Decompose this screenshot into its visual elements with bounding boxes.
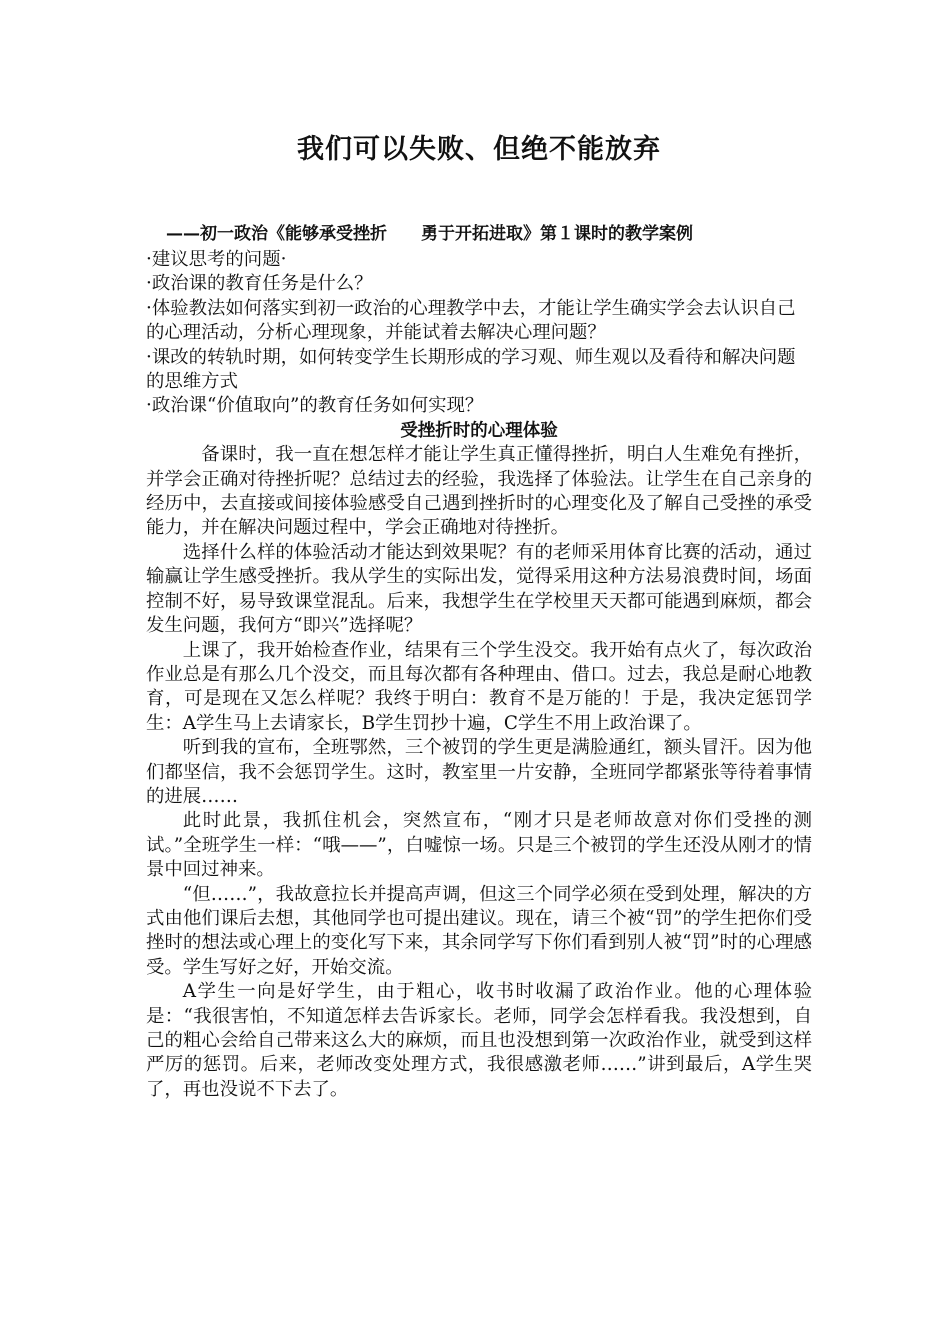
question-item: ·课改的转轨时期，如何转变学生长期形成的学习观、师生观以及看待和解决问题的思维方式 <box>146 346 796 393</box>
document-body <box>146 128 812 1102</box>
question-item: ·政治课的教育任务是什么？ <box>146 273 373 295</box>
question-item: ·政治课“价值取向”的教育任务如何实现？ <box>146 395 484 417</box>
body-paragraph: 上课了，我开始检查作业，结果有三个学生没交。我开始有点火了，每次政治作业总是有那么几个没交，而且每次都有各种理由、借口。过去，我总是耐心地教育，可是现在又怎么样呢？我终于明白：教育不是万能的！于是，我决定惩罚学生：A学生马上去请家长，B学生罚抄十遍，C学生不用上政治课了。 <box>146 639 812 734</box>
document-subtitle: ——初一政治《能够承受挫折 勇于开拓进取》第１课时的教学案例 <box>166 224 693 244</box>
reflection-questions <box>146 248 812 419</box>
document-title: 我们可以失败、但绝不能放弃 <box>297 134 661 165</box>
body-paragraph: 此时此景，我抓住机会，突然宣布，“刚才只是老师故意对你们受挫的测试。”全班学生一样：“哦——”，白嘘惊一场。只是三个被罚的学生还没从刚才的情景中回过神来。 <box>146 810 812 881</box>
body-paragraph: 选择什么样的体验活动才能达到效果呢？有的老师采用体育比赛的活动，通过输赢让学生感受挫折。我从学生的实际出发，觉得采用这种方法易浪费时间，场面控制不好，易导致课堂混乱。后来，我想学生在学校里天天都可能遇到麻烦，都会发生问题，我何方“即兴”选择呢？ <box>146 541 812 637</box>
body-paragraph: “但……”，我故意拉长并提高声调，但这三个同学必须在受到处理，解决的方式由他们课后去想，其他同学也可提出建议。现在，请三个被“罚”的学生把你们受挫时的想法或心理上的变化写下来，其余同学写下你们看到别人被“罚”时的心理感受。学生写好之好，开始交流。 <box>146 883 812 978</box>
question-heading: ·建议思考的问题· <box>146 249 287 270</box>
body-paragraph: 听到我的宣布，全班鄂然，三个被罚的学生更是满脸通红，额头冒汗。因为他们都坚信，我不会惩罚学生。这时，教室里一片安静，全班同学都紧张等待着事情的进展…… <box>146 737 812 807</box>
question-item: ·体验教法如何落实到初一政治的心理教学中去，才能让学生确实学会去认识自己的心理活动，分析心理现象，并能试着去解决心理问题？ <box>146 297 796 344</box>
section-heading: 受挫折时的心理体验 <box>400 420 558 441</box>
body-paragraph: A学生一向是好学生，由于粗心，收书时收漏了政治作业。他的心理体验是：“我很害怕，不知道怎样去告诉家长。老师，同学会怎样看我。我没想到，自己的粗心会给自己带来这么大的麻烦，而且也没想到第一次政治作业，就受到这样严厉的惩罚。后来，老师改变处理方式，我很感激老师……”讲到最后，A学生哭了，再也没说不下去了。 <box>146 981 812 1100</box>
body-paragraph: 备课时，我一直在想怎样才能让学生真正懂得挫折，明白人生难免有挫折，并学会正确对待挫折呢？总结过去的经验，我选择了体验法。让学生在自己亲身的经历中，去直接或间接体验感受自己遇到挫折时的心理变化及了解自己受挫的承受能力，并在解决问题过程中，学会正确地对待挫折。 <box>146 444 812 539</box>
